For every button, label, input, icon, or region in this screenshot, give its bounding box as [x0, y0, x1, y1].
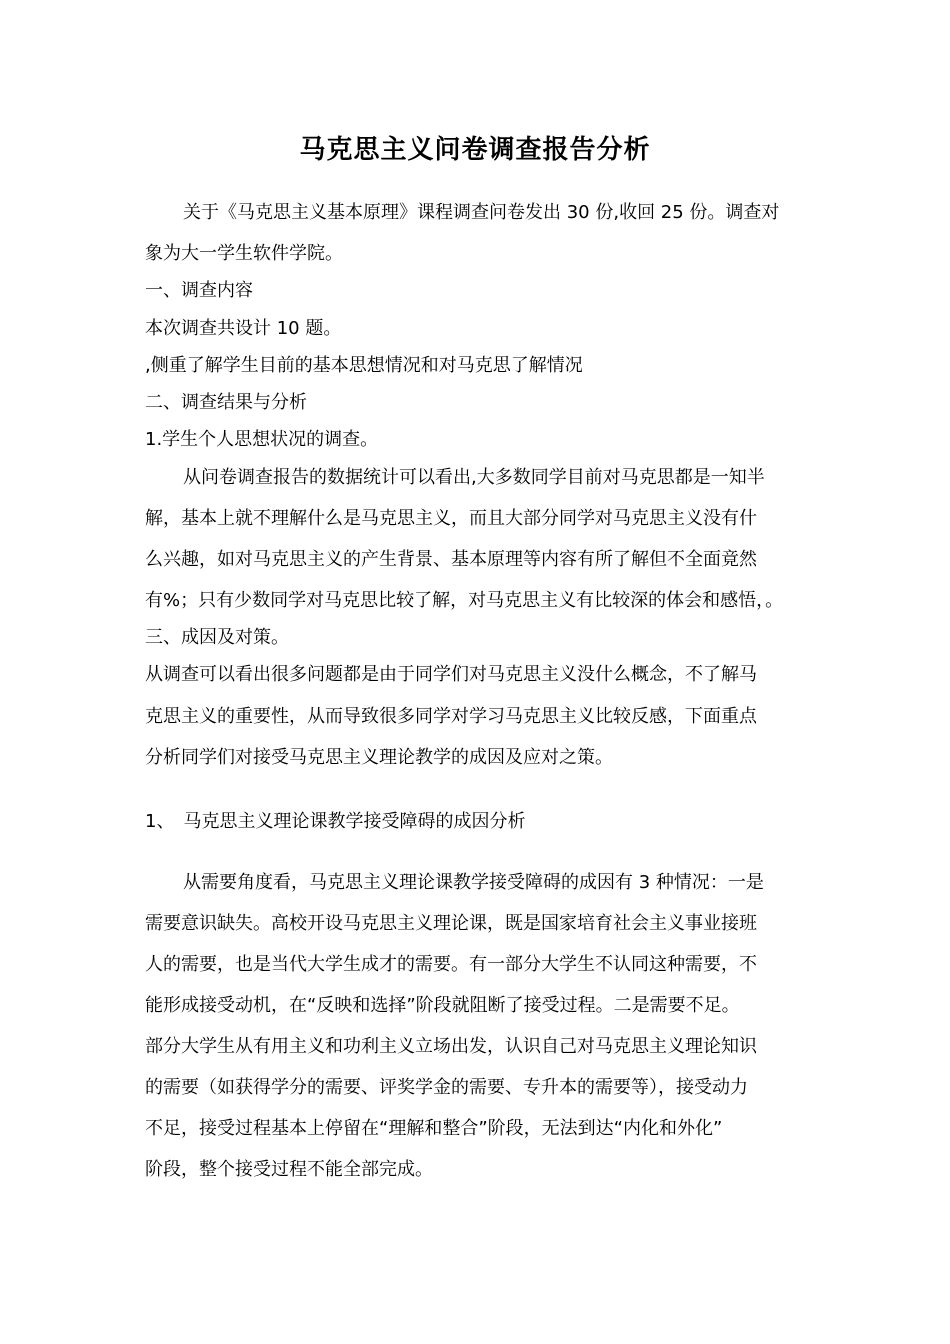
paragraph-line: 有%；只有少数同学对马克思比较了解，对马克思主义有比较深的体会和感悟，。 [145, 590, 784, 611]
paragraph-line: 能形成接受动机，在“反映和选择”阶段就阻断了接受过程。二是需要不足。 [145, 995, 740, 1016]
paragraph-line: 关于《马克思主义基本原理》课程调查问卷发出 30 份,收回 25 份。调查对 [183, 202, 780, 223]
subsection-heading: 1、 马克思主义理论课教学接受障碍的成因分析 [145, 811, 526, 832]
paragraph-line: 不足，接受过程基本上停留在“理解和整合”阶段，无法到达“内化和外化” [145, 1118, 723, 1139]
section-heading: 三、成因及对策。 [145, 627, 289, 648]
paragraph-line: 人的需要，也是当代大学生成才的需要。有一部分大学生不认同这种需要，不 [145, 954, 757, 975]
document-title: 马克思主义问卷调查报告分析 [299, 135, 651, 165]
section-heading: 一、调查内容 [145, 280, 253, 301]
paragraph-line: 本次调查共设计 10 题。 [145, 318, 342, 339]
paragraph-line: 从需要角度看，马克思主义理论课教学接受障碍的成因有 3 种情况：一是 [183, 872, 764, 893]
paragraph-line: 部分大学生从有用主义和功利主义立场出发，认识自己对马克思主义理论知识 [145, 1036, 757, 1057]
paragraph-line: 需要意识缺失。高校开设马克思主义理论课，既是国家培育社会主义事业接班 [145, 913, 757, 934]
paragraph-line: 象为大一学生软件学院。 [145, 243, 343, 264]
paragraph-line: 从问卷调查报告的数据统计可以看出,大多数同学目前对马克思都是一知半 [183, 467, 765, 488]
section-heading: 二、调查结果与分析 [145, 392, 307, 413]
paragraph-line: 解，基本上就不理解什么是马克思主义，而且大部分同学对马克思主义没有什 [145, 508, 757, 529]
paragraph-line: 阶段，整个接受过程不能全部完成。 [145, 1159, 433, 1180]
paragraph-line: 的需要（如获得学分的需要、评奖学金的需要、专升本的需要等），接受动力 [145, 1077, 748, 1098]
paragraph-line: 分析同学们对接受马克思主义理论教学的成因及应对之策。 [145, 747, 613, 768]
paragraph-line: 从调查可以看出很多问题都是由于同学们对马克思主义没什么概念，不了解马 [145, 664, 757, 685]
paragraph-line: 克思主义的重要性，从而导致很多同学对学习马克思主义比较反感，下面重点 [145, 706, 757, 727]
subsection-heading: 1.学生个人思想状况的调查。 [145, 429, 379, 450]
paragraph-line: 么兴趣，如对马克思主义的产生背景、基本原理等内容有所了解但不全面竟然 [145, 549, 757, 570]
paragraph-line: ,侧重了解学生目前的基本思想情况和对马克思了解情况 [145, 355, 583, 376]
